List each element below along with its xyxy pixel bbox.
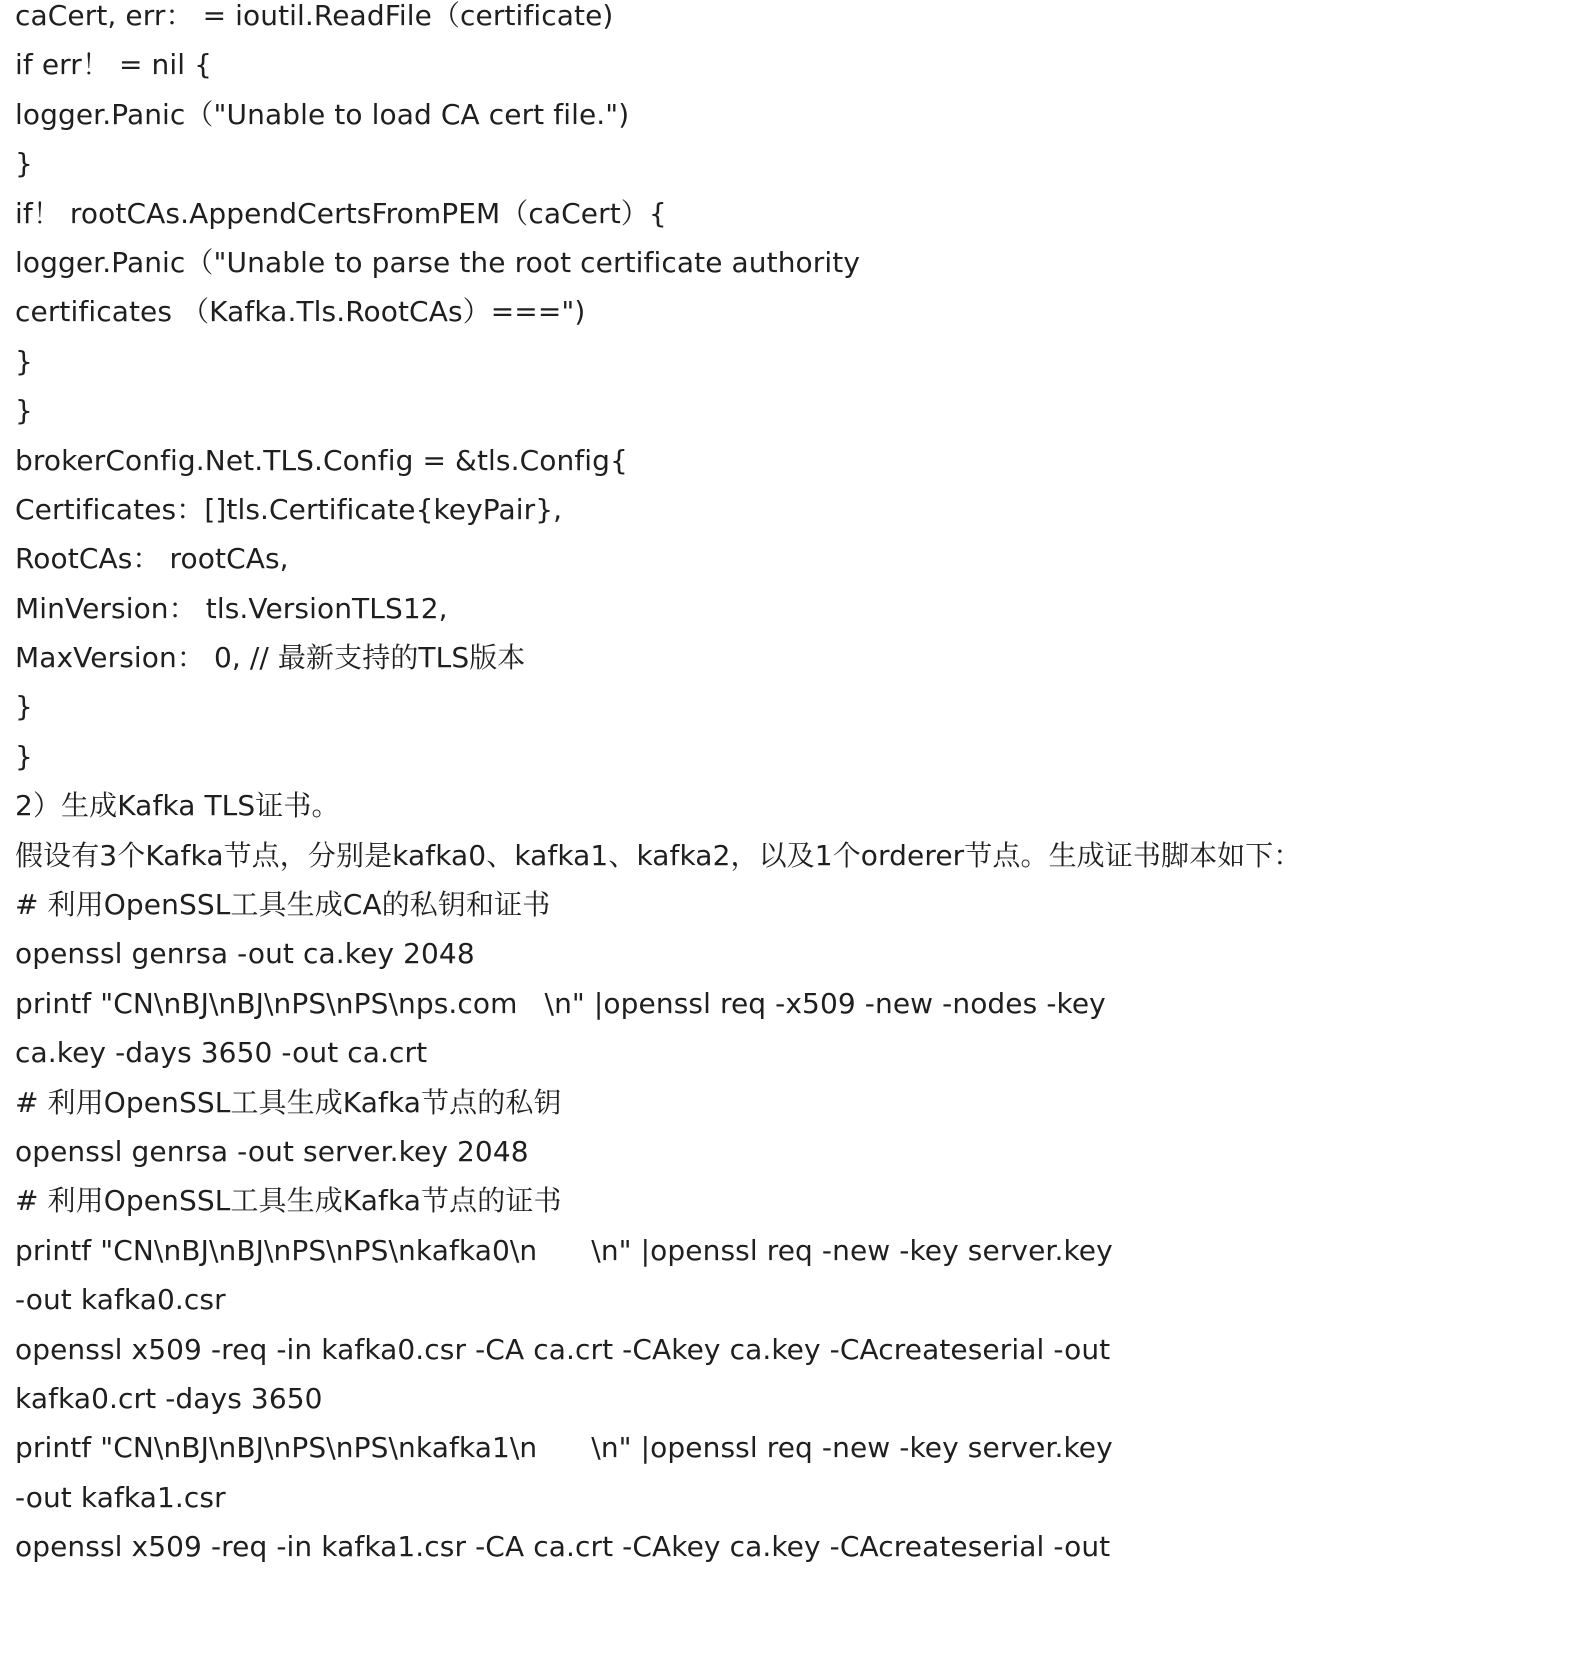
- script-line: printf "CN\nBJ\nBJ\nPS\nPS\nps.com \n" |openssl req -x509 -new -nodes -key: [15, 986, 1106, 1020]
- paragraph-text: 假设有3个Kafka节点，分别是kafka0、kafka1、kafka2，以及1个orderer节点。生成证书脚本如下：: [15, 838, 1302, 872]
- script-line: openssl genrsa -out server.key 2048: [15, 1134, 529, 1168]
- code-line: MinVersion： tls.VersionTLS12,: [15, 591, 448, 625]
- script-line: ca.key -days 3650 -out ca.crt: [15, 1036, 428, 1070]
- script-line: openssl genrsa -out ca.key 2048: [15, 937, 475, 971]
- code-line: if err！ = nil {: [15, 48, 213, 82]
- code-line: }: [15, 147, 33, 181]
- code-line: }: [15, 739, 33, 773]
- code-line: }: [15, 690, 33, 724]
- script-line: -out kafka1.csr: [15, 1480, 226, 1514]
- code-line: MaxVersion： 0, // 最新支持的TLS版本: [15, 641, 526, 675]
- script-line: openssl x509 -req -in kafka0.csr -CA ca.crt -CAkey ca.key -CAcreateserial -out: [15, 1332, 1111, 1366]
- document-page: [15, 0, 1575, 1572]
- script-line: kafka0.crt -days 3650: [15, 1381, 323, 1415]
- code-line: certificates （Kafka.Tls.RootCAs）==="): [15, 295, 586, 329]
- script-line: printf "CN\nBJ\nBJ\nPS\nPS\nkafka1\n \n" |openssl req -new -key server.key: [15, 1431, 1113, 1465]
- code-line: }: [15, 394, 33, 428]
- code-line: logger.Panic（"Unable to parse the root certificate authority: [15, 245, 861, 279]
- script-line: -out kafka0.csr: [15, 1283, 226, 1317]
- script-comment: # 利用OpenSSL工具生成CA的私钥和证书: [15, 888, 551, 922]
- script-comment: # 利用OpenSSL工具生成Kafka节点的证书: [15, 1184, 562, 1218]
- script-line: openssl x509 -req -in kafka1.csr -CA ca.crt -CAkey ca.key -CAcreateserial -out: [15, 1530, 1111, 1564]
- section-heading: 2）生成Kafka TLS证书。: [15, 789, 340, 823]
- code-line: brokerConfig.Net.TLS.Config = &tls.Config{: [15, 443, 628, 477]
- code-line: }: [15, 344, 33, 378]
- code-line: logger.Panic（"Unable to load CA cert file."): [15, 97, 630, 131]
- script-comment: # 利用OpenSSL工具生成Kafka节点的私钥: [15, 1085, 562, 1119]
- script-line: printf "CN\nBJ\nBJ\nPS\nPS\nkafka0\n \n" |openssl req -new -key server.key: [15, 1233, 1113, 1267]
- code-line: RootCAs： rootCAs,: [15, 542, 289, 576]
- code-line: Certificates：[]tls.Certificate{keyPair},: [15, 492, 563, 526]
- code-line: caCert, err： = ioutil.ReadFile（certificate): [15, 0, 614, 32]
- code-line: if！ rootCAs.AppendCertsFromPEM（caCert）{: [15, 196, 667, 230]
